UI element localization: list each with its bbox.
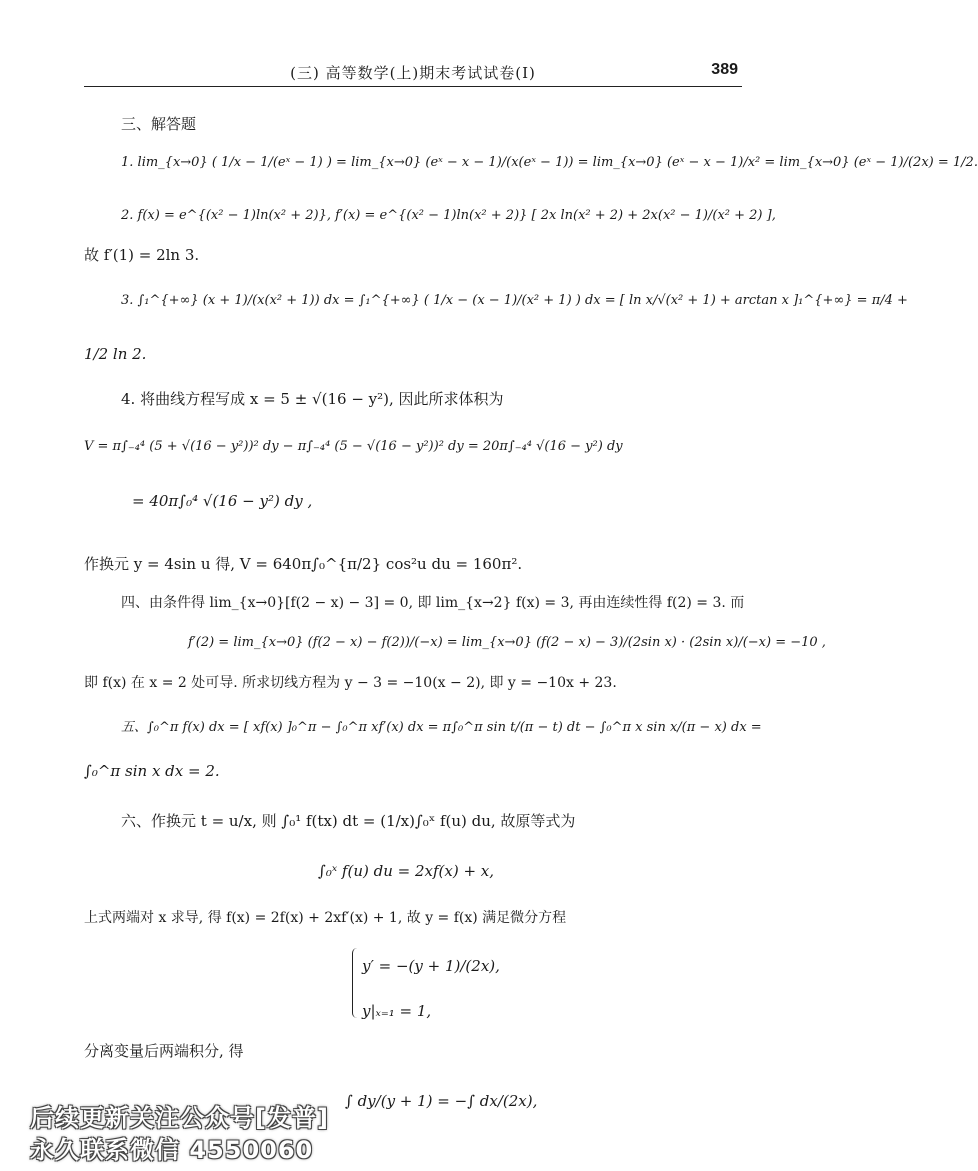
page-number: 389 bbox=[711, 61, 738, 78]
solution-section-4-tangent: 即 f(x) 在 x = 2 处可导. 所求切线方程为 y − 3 = −10(x − 2), 即 y = −10x + 23. bbox=[84, 675, 617, 691]
solution-4-intro: 4. 将曲线方程写成 x = 5 ± √(16 − y²), 因此所求体积为 bbox=[121, 390, 504, 408]
solution-2: 2. f(x) = e^{(x² − 1)ln(x² + 2)}, f′(x) = e^{(x² − 1)ln(x² + 2)} [ 2x ln(x² + 2) + 2x(x² − 1)/(x² + 2) ], bbox=[121, 208, 776, 223]
solution-4-volume: V = π∫₋₄⁴ (5 + √(16 − y²))² dy − π∫₋₄⁴ (5 − √(16 − y²))² dy = 20π∫₋₄⁴ √(16 − y²) dy bbox=[84, 439, 623, 454]
solution-1: 1. lim_{x→0} ( 1/x − 1/(eˣ − 1) ) = lim_{x→0} (eˣ − x − 1)/(x(eˣ − 1)) = lim_{x→0} (eˣ − x − 1)/x² = lim_{x→0} (eˣ − 1)/(2x) = 1/2. bbox=[121, 155, 978, 170]
watermark-line-1: 后续更新关注公众号[发普] bbox=[30, 1104, 329, 1132]
watermark-line-2: 永久联系微信 4550060 bbox=[30, 1136, 314, 1164]
solution-section-4-derivative: f′(2) = lim_{x→0} (f(2 − x) − f(2))/(−x) = lim_{x→0} (f(2 − x) − 3)/(2sin x) · (2sin x)/(−x) = −10 , bbox=[188, 635, 826, 650]
solution-section-5: 五、∫₀^π f(x) dx = [ xf(x) ]₀^π − ∫₀^π xf′(x) dx = π∫₀^π sin t/(π − t) dt − ∫₀^π x sin x/(π − x) dx = bbox=[121, 720, 762, 735]
brace bbox=[352, 948, 357, 1018]
solution-3: 3. ∫₁^{+∞} (x + 1)/(x(x² + 1)) dx = ∫₁^{+∞} ( 1/x − (x − 1)/(x² + 1) ) dx = [ ln x/√(x² + 1) + arctan x ]₁^{+∞} = π/4 + bbox=[121, 293, 908, 308]
ode-initial-condition: y|ₓ₌₁ = 1, bbox=[362, 1002, 432, 1020]
solution-2-conclusion: 故 f′(1) = 2ln 3. bbox=[84, 246, 200, 264]
separation-text: 分离变量后两端积分, 得 bbox=[84, 1042, 244, 1060]
page-header bbox=[84, 62, 742, 87]
solution-section-4-intro: 四、由条件得 lim_{x→0}[f(2 − x) − 3] = 0, 即 lim_{x→2} f(x) = 3, 再由连续性得 f(2) = 3. 而 bbox=[121, 595, 745, 611]
solution-section-6-derivative: 上式两端对 x 求导, 得 f(x) = 2f(x) + 2xf′(x) + 1, 故 y = f(x) 满足微分方程 bbox=[84, 910, 567, 926]
header-title: (三) 高等数学(上)期末考试试卷(Ⅰ) bbox=[290, 64, 536, 82]
solution-3-tail: 1/2 ln 2. bbox=[84, 345, 147, 363]
solution-4-substitution: 作换元 y = 4sin u 得, V = 640π∫₀^{π/2} cos²u du = 160π². bbox=[84, 555, 523, 573]
section-title: 三、解答题 bbox=[121, 115, 197, 133]
ode-equation: y′ = −(y + 1)/(2x), bbox=[362, 957, 500, 975]
separation-integral: ∫ dy/(y + 1) = −∫ dx/(2x), bbox=[345, 1092, 538, 1110]
solution-section-5-result: ∫₀^π sin x dx = 2. bbox=[84, 762, 220, 780]
solution-section-6-intro: 六、作换元 t = u/x, 则 ∫₀¹ f(tx) dt = (1/x)∫₀ˣ f(u) du, 故原等式为 bbox=[121, 812, 576, 830]
solution-section-6-equation: ∫₀ˣ f(u) du = 2xf(x) + x, bbox=[318, 862, 495, 880]
solution-4-volume-2: = 40π∫₀⁴ √(16 − y²) dy , bbox=[132, 492, 313, 510]
